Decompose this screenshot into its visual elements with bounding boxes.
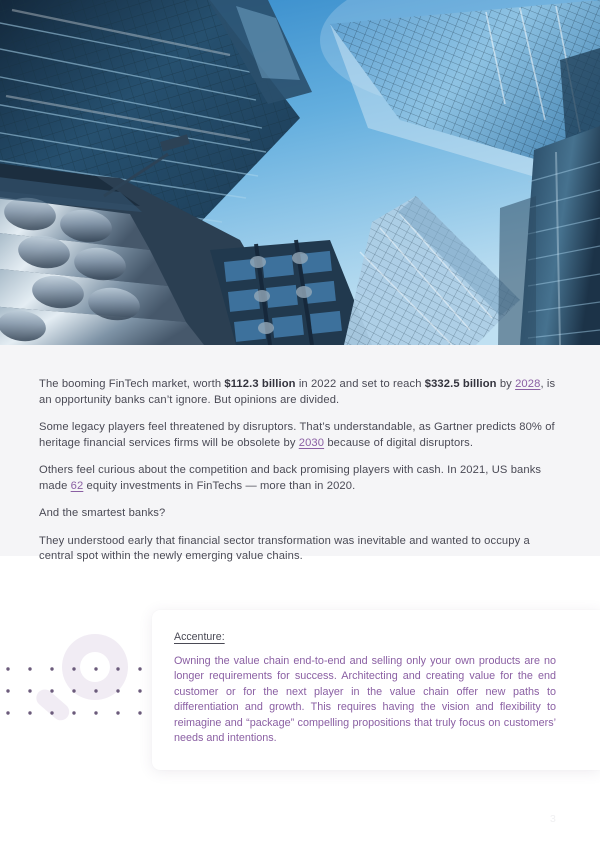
body-text-section — [0, 345, 600, 562]
magnifier-icon — [33, 634, 128, 724]
quote-body-text: Owning the value chain end-to-end and selling only your own products are no longer requirements for success. Architecting and creating value for the end customer or for the next player in the value chain offer new paths to differentiation and growth. This requires having the vision and flexibility to reimagine and “package” compelling propositions that truly focus on customers’ needs and intentions. — [174, 655, 556, 745]
text-run: equity investments in FinTechs — more than in 2020. — [83, 479, 356, 492]
text-run: Some legacy players feel threatened by disruptors. That’s understandable, as Gartner predicts 80% of heritage financial services firms will be obsolete by — [39, 421, 555, 449]
inline-link[interactable]: 62 — [70, 479, 84, 492]
emphasis-text: $332.5 billion — [424, 378, 497, 390]
text-run: in 2022 and set to reach — [295, 378, 425, 390]
page-number: 3 — [549, 813, 556, 825]
inline-link[interactable]: 2030 — [298, 436, 325, 449]
paragraph — [39, 463, 561, 494]
paragraph-list — [39, 377, 561, 565]
skyscraper-photo — [0, 0, 600, 345]
text-run: And the smartest banks? — [39, 507, 166, 519]
paragraph — [39, 420, 561, 451]
emphasis-text: $112.3 billion — [224, 378, 296, 390]
text-run: Others feel curious about the competition and back promising players with cash. In 2021, US banks made — [39, 464, 542, 492]
paragraph — [39, 534, 561, 565]
text-run: They understood early that financial sector transformation was inevitable and wanted to occupy a central spot within the newly emerging value chains. — [39, 534, 530, 562]
hero-image — [0, 0, 600, 345]
quote-card — [152, 610, 600, 770]
quote-source-label: Accenture: — [174, 631, 225, 643]
text-run: by — [496, 378, 516, 390]
paragraph — [39, 377, 561, 408]
text-run: , is an opportunity banks can’t ignore. But opinions are divided. — [39, 378, 556, 406]
dot-grid-icon — [6, 667, 141, 714]
magnifier-decoration — [0, 628, 150, 733]
inline-link[interactable]: 2028 — [515, 378, 541, 390]
quote-content — [174, 627, 556, 746]
text-run: because of digital disruptors. — [324, 436, 474, 449]
paragraph — [39, 506, 561, 522]
text-run: The booming FinTech market, worth — [39, 378, 225, 390]
